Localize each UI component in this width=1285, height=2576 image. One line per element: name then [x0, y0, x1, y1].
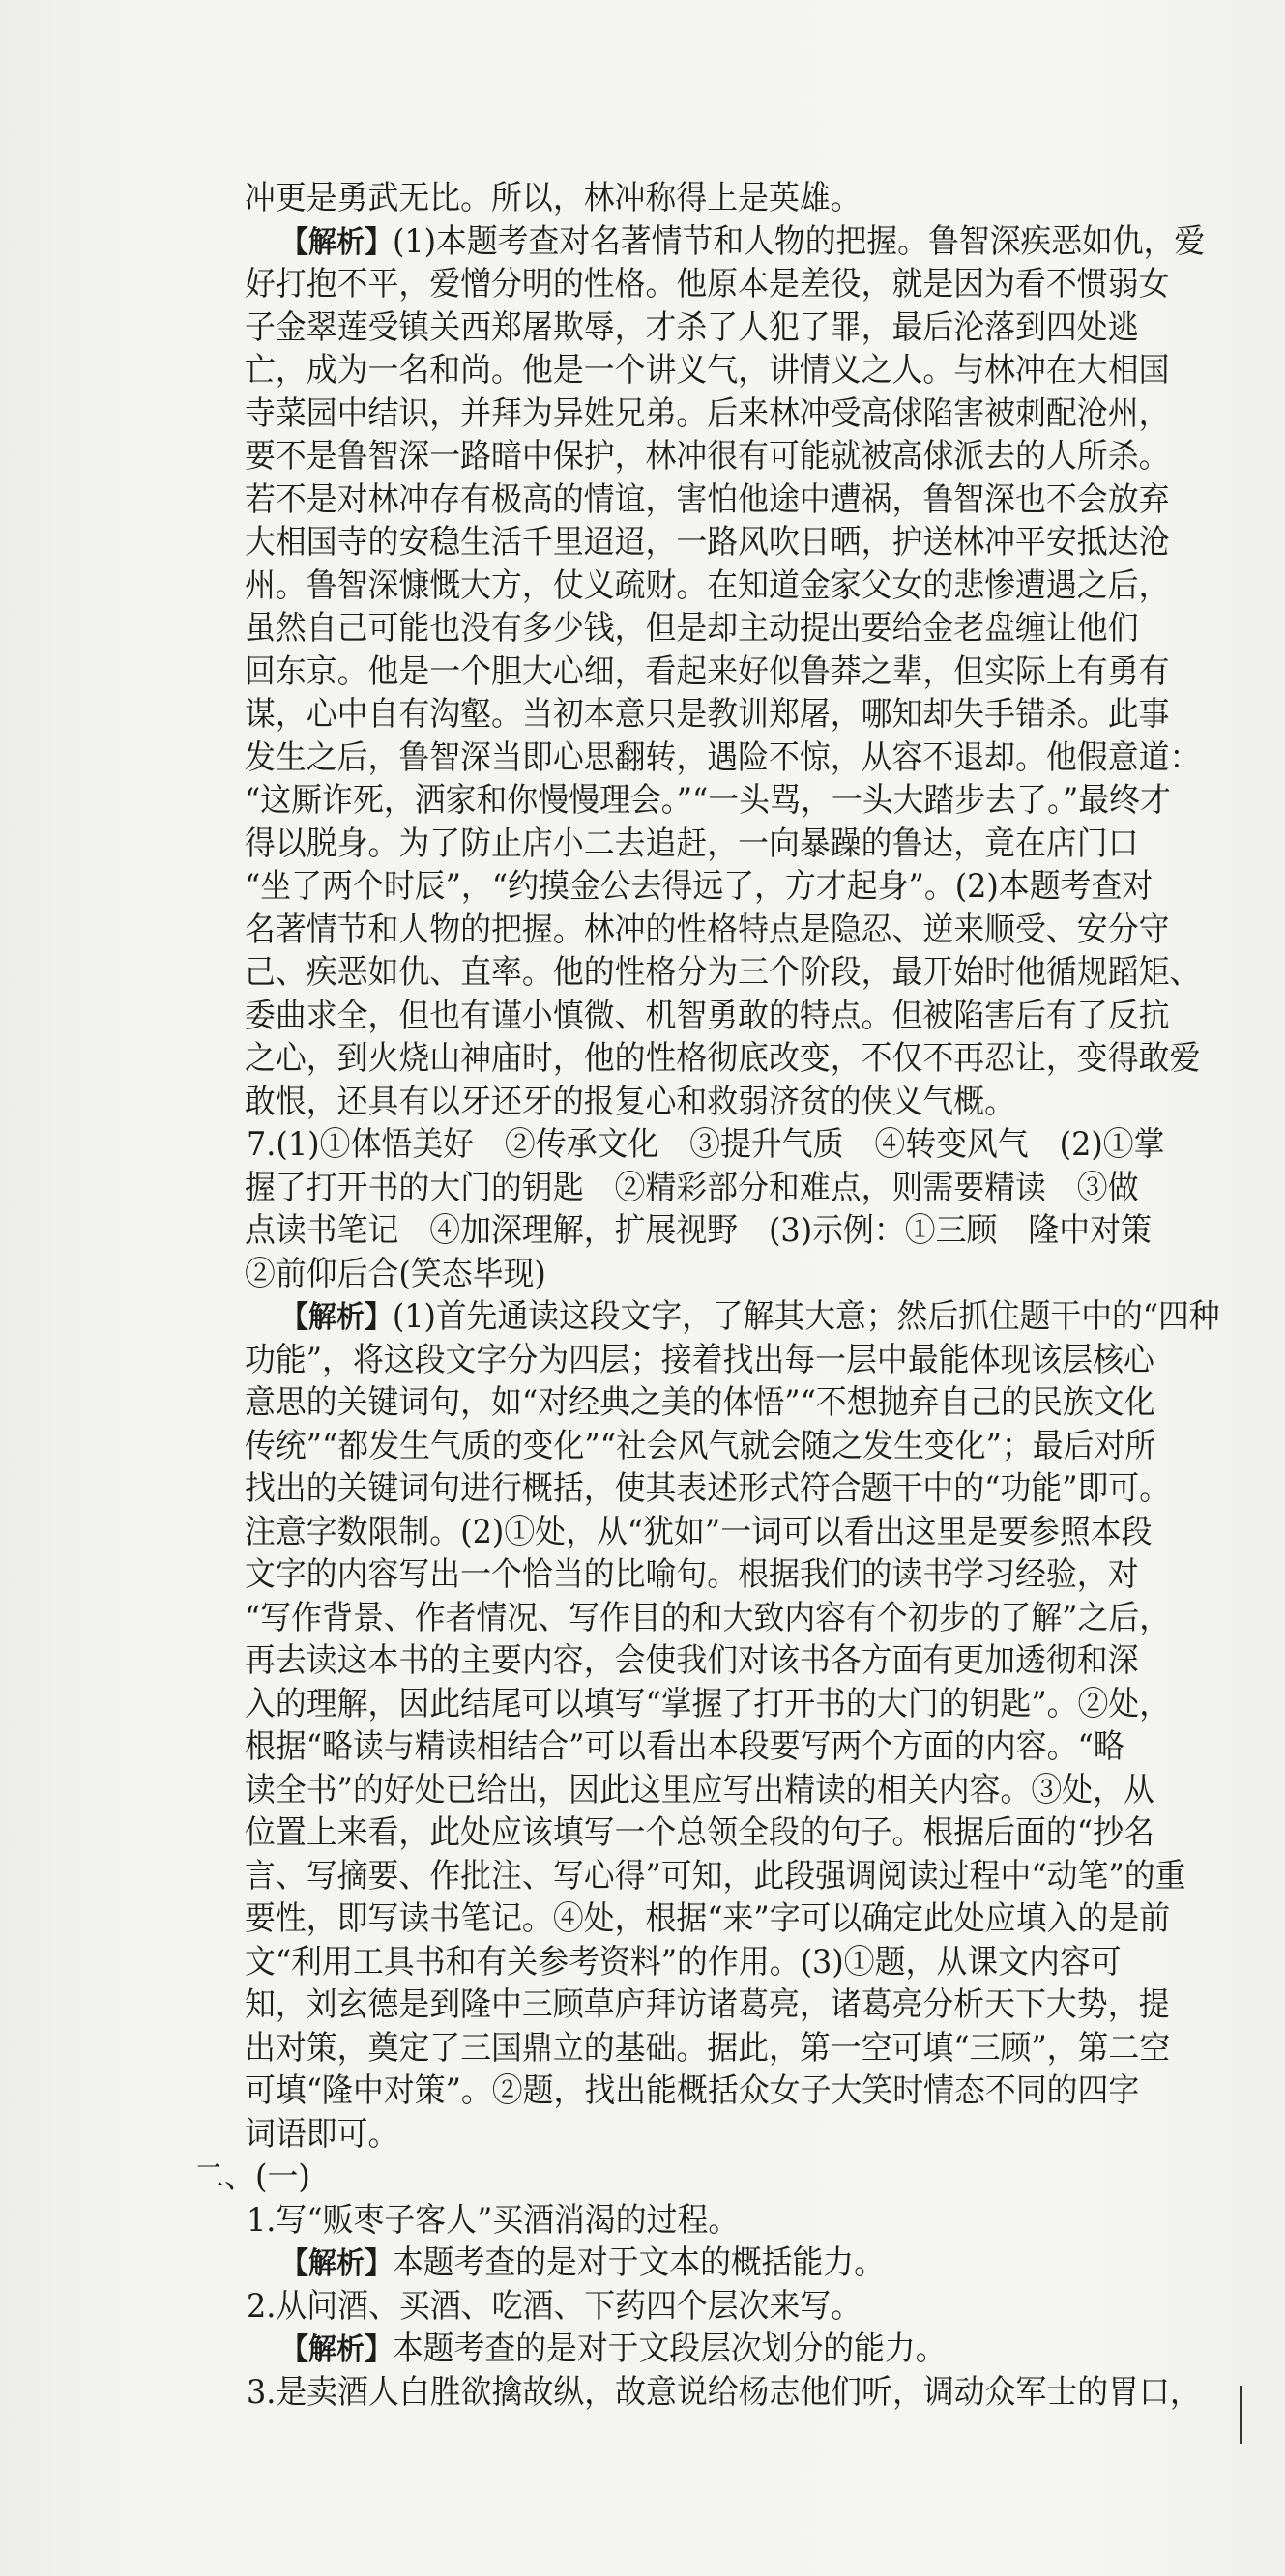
text-line: 敢恨，还具有以牙还牙的报复心和救弱济贫的侠义气概。	[245, 1082, 1016, 1121]
text-line: 可填“隆中对策”。②题，找出能概括众女子大笑时情态不同的四字	[245, 2071, 1140, 2110]
text-line: 得以脱身。为了防止店小二去追赶，一向暴躁的鲁达，竟在店门口	[245, 824, 1139, 863]
text-line: 委曲求全，但也有谨小慎微、机智勇敢的特点。但被陷害后有了反抗	[245, 996, 1170, 1035]
text-line: 文“利用工具书和有关参考资料”的作用。(3)①题，从课文内容可	[245, 1942, 1122, 1982]
analysis-line: 【解析】(1)本题考查对名著情节和人物的把握。鲁智深疾恶如仇，爱	[280, 221, 1206, 261]
question-2-answer: 2.从问酒、买酒、吃酒、下药四个层次来写。	[247, 2286, 862, 2326]
text-line: 好打抱不平，爱憎分明的性格。他原本是差役，就是因为看不惯弱女	[245, 265, 1170, 304]
text-line: 意思的关键词句，如“对经典之美的体悟”“不想抛弃自己的民族文化	[245, 1383, 1155, 1422]
text-line: 子金翠莲受镇关西郑屠欺辱，才杀了人犯了罪，最后沦落到四处逃	[245, 307, 1139, 347]
section-heading: 二、(一)	[193, 2157, 310, 2196]
question-7-answer: 7.(1)①体悟美好 ②传承文化 ③提升气质 ④转变风气 (2)①掌	[247, 1125, 1165, 1164]
margin-rule	[1240, 2386, 1242, 2444]
text-line: 传统”“都发生气质的变化”“社会风气就会随之发生变化”；最后对所	[245, 1426, 1156, 1465]
text-line: ②前仰后合(笑态毕现)	[245, 1254, 546, 1293]
text-line: 谋，心中自有沟壑。当初本意只是教训郑屠，哪知却失手错杀。此事	[245, 695, 1170, 734]
text-line: 要性，即写读书笔记。④处，根据“来”字可以确定此处应填入的是前	[245, 1899, 1171, 1938]
text-line: 出对策，奠定了三国鼎立的基础。据此，第一空可填“三顾”，第二空	[245, 2028, 1171, 2068]
text-line: 己、疾恶如仇、直率。他的性格分为三个阶段，最开始时他循规蹈矩、	[245, 953, 1201, 992]
analysis-line: 【解析】本题考查的是对于文本的概括能力。	[280, 2243, 885, 2282]
question-3-answer: 3.是卖酒人白胜欲擒故纵，故意说给杨志他们听，调动众军士的胃口，	[247, 2372, 1201, 2412]
text-line: 知，刘玄德是到隆中三顾草庐拜访诸葛亮，诸葛亮分析天下大势，提	[245, 1985, 1170, 2024]
text-line: 文字的内容写出一个恰当的比喻句。根据我们的读书学习经验，对	[245, 1555, 1139, 1594]
analysis-tag: 【解析】	[280, 1300, 393, 1335]
analysis-tag: 【解析】	[280, 2332, 394, 2367]
text-line: 找出的关键词句进行概括，使其表述形式符合题干中的“功能”即可。	[245, 1469, 1171, 1508]
text-line: “坐了两个时辰”，“约摸金公去得远了，方才起身”。(2)本题考查对	[245, 867, 1154, 906]
text-line: 再去读这本书的主要内容，会使我们对该书各方面有更加透彻和深	[245, 1641, 1139, 1680]
text-line: 州。鲁智深慷慨大方，仗义疏财。在知道金家父女的悲惨遭遇之后，	[245, 565, 1170, 605]
text-line: 注意字数限制。(2)①处，从“犹如”一词可以看出这里是要参照本段	[245, 1512, 1153, 1551]
text-line: 位置上来看，此处应该填写一个总领全段的句子。根据后面的“抄名	[245, 1813, 1154, 1852]
answer-text	[0, 177, 1285, 2414]
text-line: 若不是对林冲存有极高的情谊，害怕他途中遭祸，鲁智深也不会放弃	[245, 479, 1170, 519]
text-line: 虽然自己可能也没有多少钱，但是却主动提出要给金老盘缠让他们	[245, 609, 1139, 648]
text-line: 功能”，将这段文字分为四层；接着找出每一层中最能体现该层核心	[245, 1340, 1154, 1379]
text-line: 要不是鲁智深一路暗中保护，林冲很有可能就被高俅派去的人所杀。	[245, 437, 1170, 476]
text-line: 大相国寺的安稳生活千里迢迢，一路风吹日晒，护送林冲平安抵达沧	[245, 523, 1170, 562]
analysis-tag: 【解析】	[280, 2246, 394, 2281]
text-line: “写作背景、作者情况、写作目的和大致内容有个初步的了解”之后，	[245, 1598, 1171, 1637]
text-line: 之心，到火烧山神庙时，他的性格彻底改变，不仅不再忍让，变得敢爱	[245, 1039, 1201, 1078]
analysis-line: 【解析】本题考查的是对于文段层次划分的能力。	[280, 2330, 947, 2368]
text-line: 寺菜园中结识，并拜为异姓兄弟。后来林冲受高俅陷害被刺配沧州，	[245, 393, 1170, 433]
analysis-tag: 【解析】	[280, 224, 394, 260]
text-line: “这厮诈死，洒家和你慢慢理会。”“一头骂，一头大踏步去了。”最终才	[245, 781, 1171, 820]
text-line: 入的理解，因此结尾可以填写“掌握了打开书的大门的钥匙”。②处，	[245, 1684, 1171, 1723]
text-line: 发生之后，鲁智深当即心思翻转，遇险不惊，从容不退却。他假意道：	[245, 738, 1201, 777]
text-line: 冲更是勇武无比。所以，林冲称得上是英雄。	[245, 179, 862, 217]
text-line: 词语即可。	[245, 2114, 399, 2154]
text-line: 读全书”的好处已给出，因此这里应写出精读的相关内容。③处，从	[245, 1770, 1154, 1809]
text-line: 亡，成为一名和尚。他是一个讲义气，讲情义之人。与林冲在大相国	[245, 351, 1170, 390]
analysis-line: 【解析】(1)首先通读这段文字，了解其大意；然后抓住题干中的“四种	[280, 1297, 1220, 1336]
text-line: 点读书笔记 ④加深理解，扩展视野 (3)示例：①三顾 隆中对策	[245, 1211, 1152, 1250]
text-line: 言、写摘要、作批注、写心得”可知，此段强调阅读过程中“动笔”的重	[245, 1856, 1186, 1896]
question-1-answer: 1.写“贩枣子客人”买酒消渴的过程。	[247, 2200, 740, 2240]
text-line: 握了打开书的大门的钥匙 ②精彩部分和难点，则需要精读 ③做	[245, 1168, 1139, 1207]
text-line: 根据“略读与精读相结合”可以看出本段要写两个方面的内容。“略	[245, 1727, 1124, 1766]
text-line: 名著情节和人物的把握。林冲的性格特点是隐忍、逆来顺受、安分守	[245, 910, 1170, 949]
text-line: 回东京。他是一个胆大心细，看起来好似鲁莽之辈，但实际上有勇有	[245, 651, 1170, 691]
